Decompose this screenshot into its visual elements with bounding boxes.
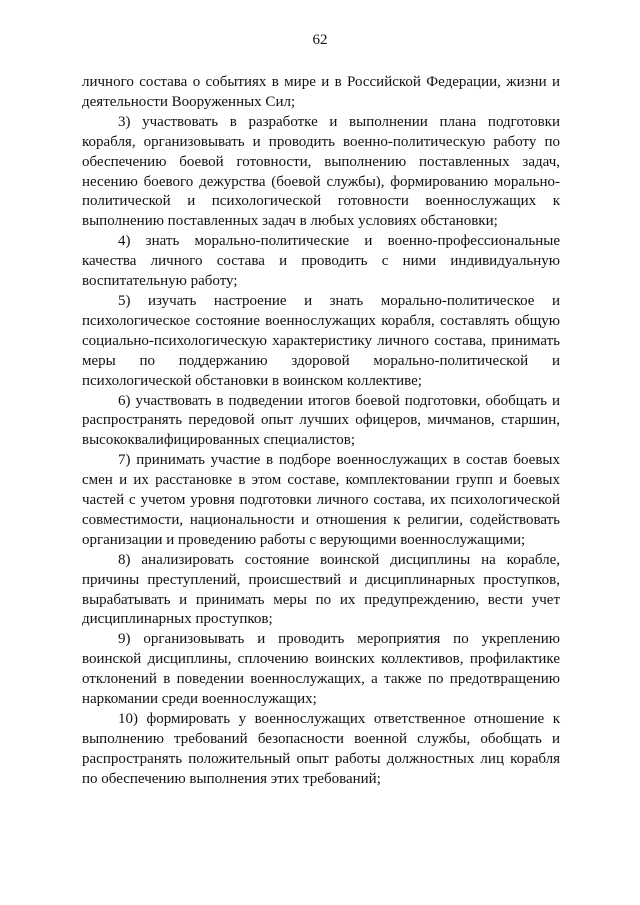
page-number: 62 xyxy=(312,32,328,48)
paragraph-item-3: 3) участвовать в разработке и выполнении плана подготовки корабля, организовывать и проводить военно-политическую работу по обеспечению боевой готовности, выполнению поставленных задач, несению боевого дежурства (боевой службы), формированию морально-политической и психологической готовности военнослужащих к выполнению поставленных задач в любых условиях обстановки; xyxy=(82,113,560,230)
paragraph-item-9: 9) организовывать и проводить мероприятия по укреплению воинской дисциплины, сплочению воинских коллективов, профилактике отклонений в поведении военнослужащих, а также по предотвращению наркомании среди военнослужащих; xyxy=(82,631,560,708)
paragraph-item-7: 7) принимать участие в подборе военнослужащих в состав боевых смен и их расстановке в этом составе, комплектовании групп и боевых частей с учетом уровня подготовки личного состава, их психологической совместимости, национальности и отношения к религии, содействовать организации и проведению работы с верующими военнослужащими; xyxy=(82,452,560,548)
paragraph-item-6: 6) участвовать в подведении итогов боевой подготовки, обобщать и распространять передовой опыт лучших офицеров, мичманов, старшин, высококвалифицированных специалистов; xyxy=(82,392,560,449)
paragraph-item-10: 10) формировать у военнослужащих ответственное отношение к выполнению требований безопасности военной службы, обобщать и распространять положительный опыт работы должностных лиц корабля по обеспечению выполнения этих требований; xyxy=(82,711,560,787)
paragraph-continuation: личного состава о событиях в мире и в Российской Федерации, жизни и деятельности Вооруженных Сил; xyxy=(82,74,560,110)
paragraph-item-5: 5) изучать настроение и знать морально-политическое и психологическое состояние военнослужащих корабля, составлять общую социально-психологическую характеристику личного состава, принимать меры по поддержанию здоровой морально-политической и психологической обстановки в воинском коллективе; xyxy=(82,292,560,389)
document-body xyxy=(82,73,560,790)
paragraph-item-4: 4) знать морально-политические и военно-профессиональные качества личного состава и проводить с ними индивидуальную воспитательную работу; xyxy=(82,233,560,290)
paragraph-item-8: 8) анализировать состояние воинской дисциплины на корабле, причины преступлений, происшествий и дисциплинарных проступков, вырабатывать и принимать меры по их предупреждению, вести учет дисциплинарных проступков; xyxy=(82,551,560,628)
